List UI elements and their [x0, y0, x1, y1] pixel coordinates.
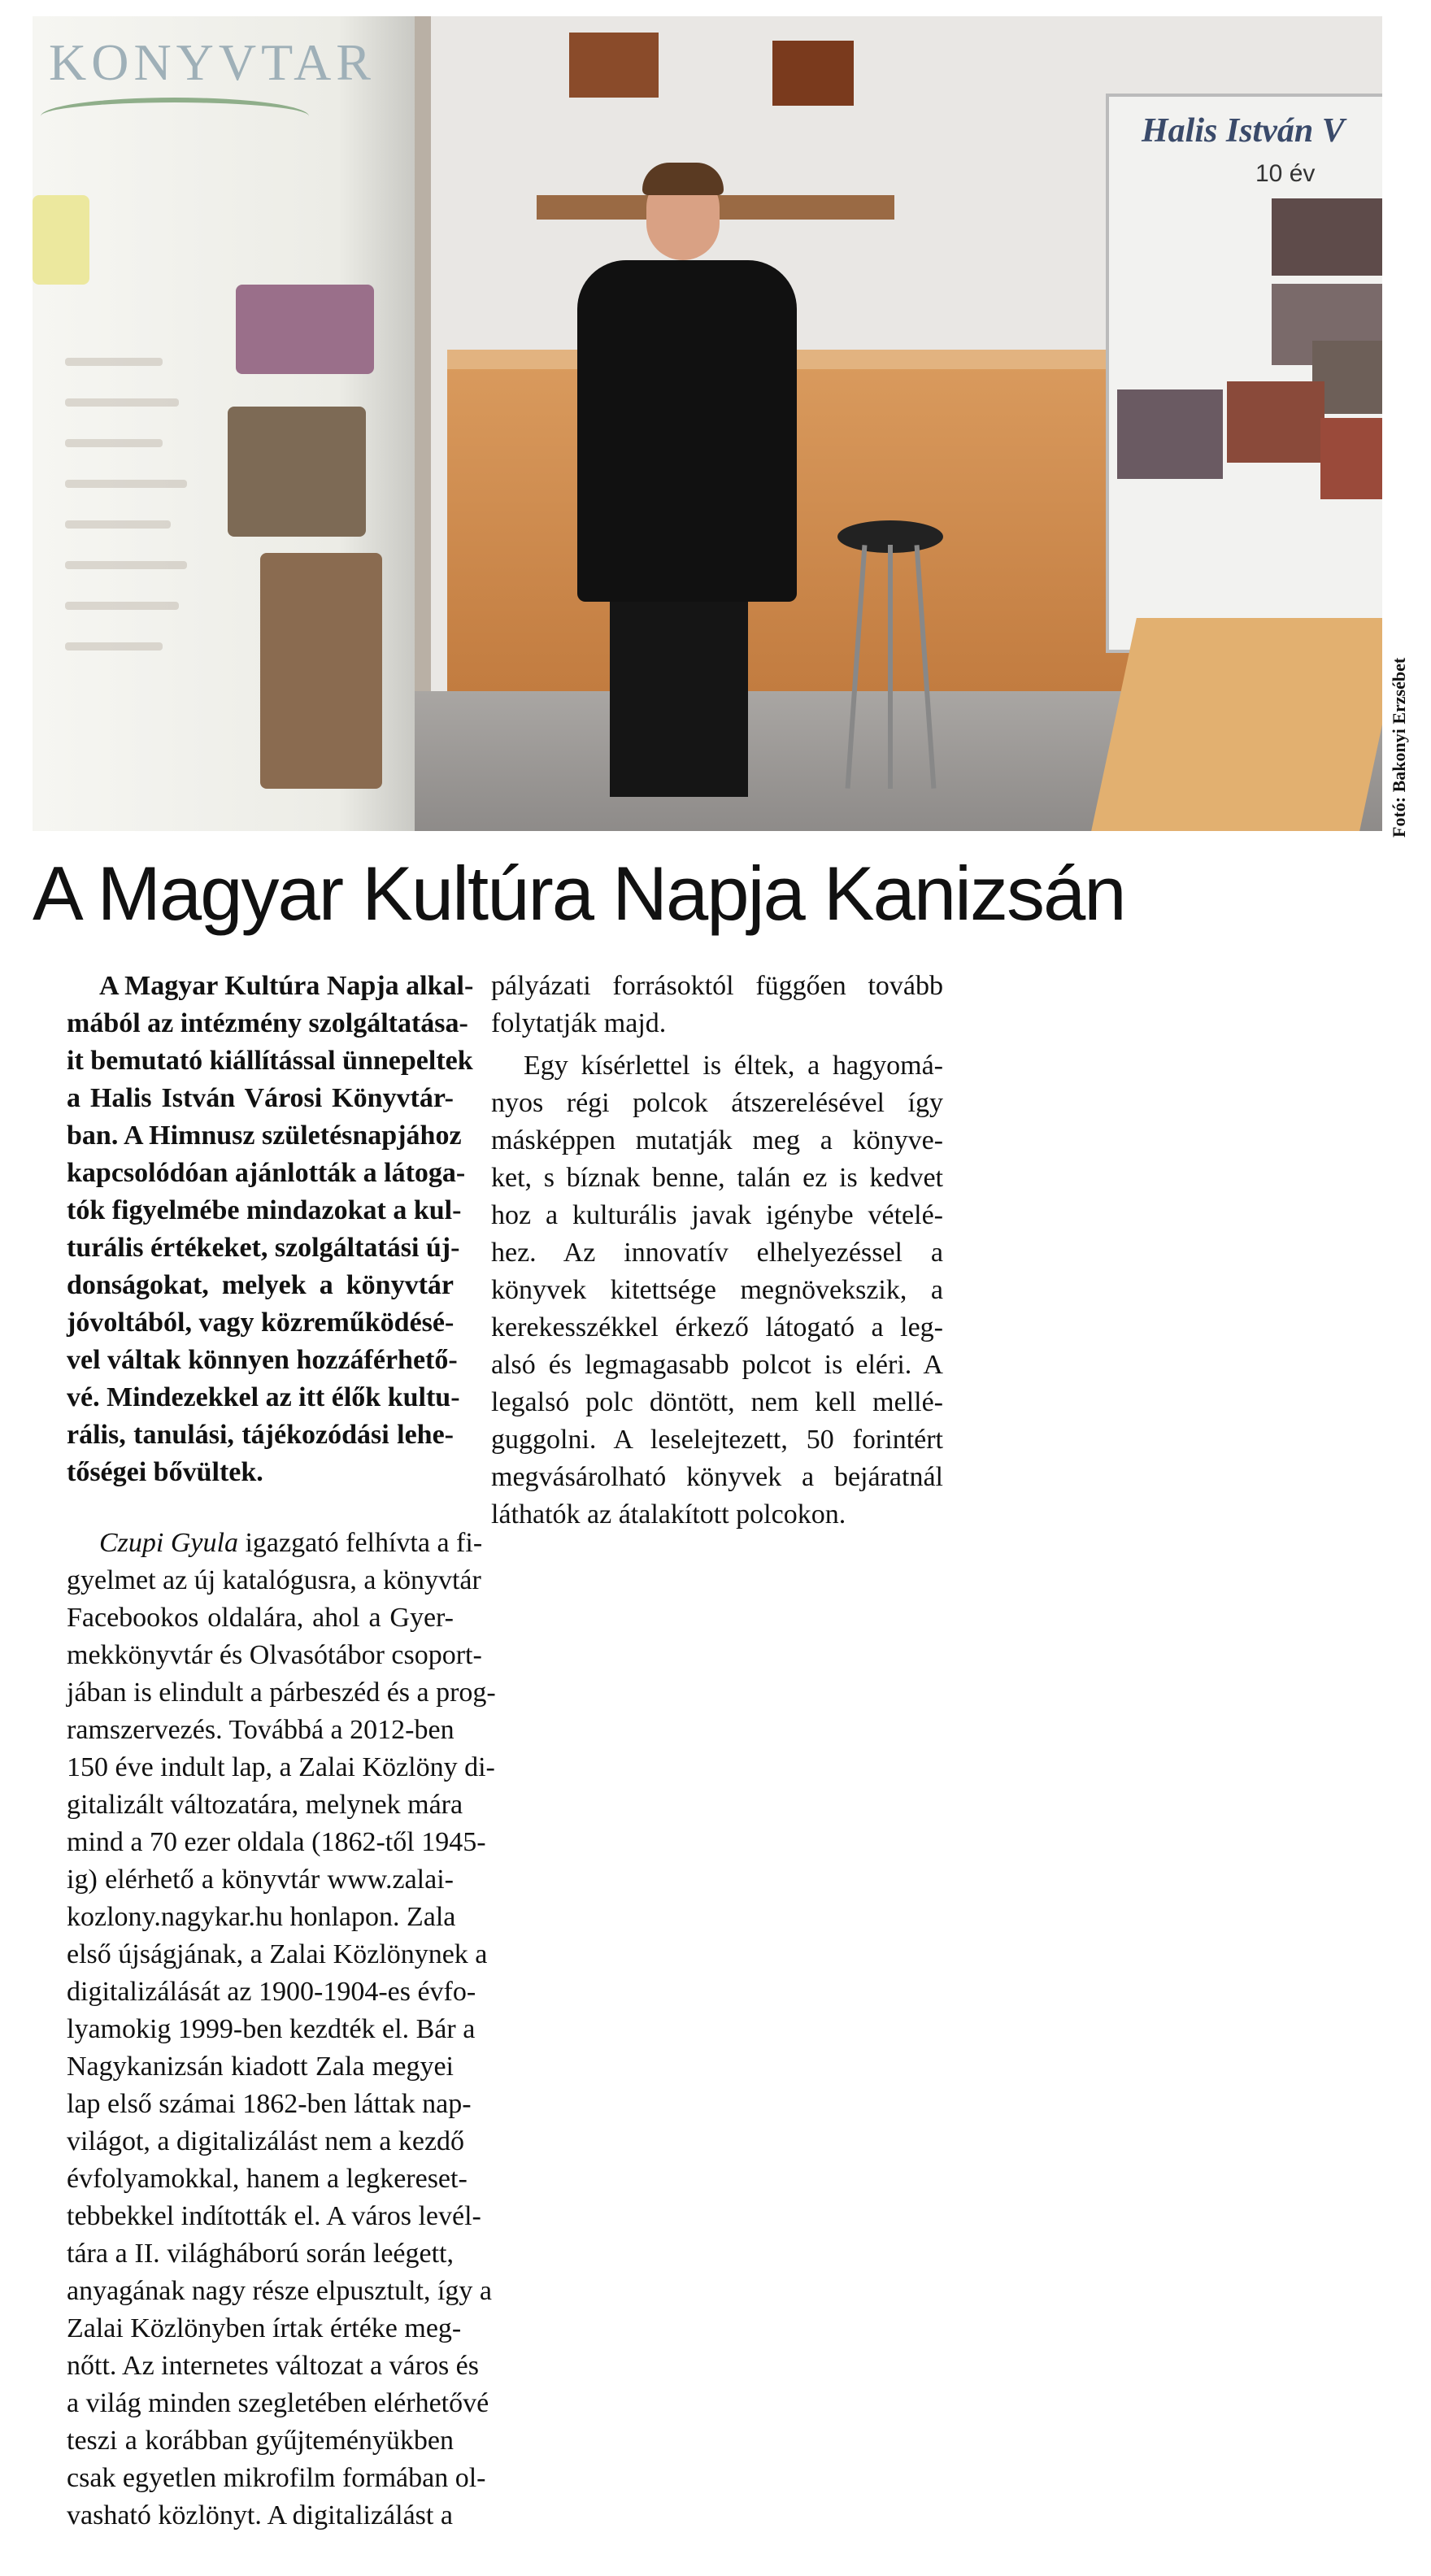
text-line: Nagykanizsán kiadott Zala megyei: [67, 2052, 454, 2082]
lead-paragraph: [67, 968, 474, 1491]
wall-picture: [569, 33, 659, 98]
article-photo: [33, 16, 1382, 831]
text-line: ban. A Himnusz születésnapjához: [67, 1120, 462, 1151]
text-line: tók figyelmébe mindazokat a kul-: [67, 1195, 462, 1225]
text-line: guggolni. A leselejtezett, 50 forintért: [491, 1425, 943, 1455]
text-line: Facebookos oldalára, ahol a Gyer-: [67, 1603, 454, 1633]
text-line: ramszervezés. Továbbá a 2012-ben: [67, 1715, 455, 1745]
text-line: ig) elérhető a könyvtár www.zalai-: [67, 1865, 454, 1895]
text-line: nyos régi polcok átszerelésével így: [491, 1088, 943, 1118]
text-line: évfolyamokkal, hanem a legkereset-: [67, 2164, 468, 2194]
logo-swoosh: [41, 98, 309, 135]
text-line: rális, tanulási, tájékozódási lehe-: [67, 1420, 454, 1450]
text-line: turális értékeket, szolgáltatási új-: [67, 1233, 460, 1263]
text-line: legalsó polc döntött, nem kell mellé-: [491, 1387, 943, 1417]
text-line: mekkönyvtár és Olvasótábor csoport-: [67, 1640, 482, 1670]
text-line: pályázati forrásoktól függően tovább: [491, 971, 943, 1001]
text-line: anyagának nagy része elpusztult, így a: [67, 2276, 493, 2306]
text-line: hoz a kulturális javak igénybe vételé-: [491, 1200, 943, 1230]
counter: [447, 366, 1203, 691]
text-line: jóvoltából, vagy közreműködésé-: [67, 1308, 455, 1338]
text-line: tőségei bővültek.: [67, 1457, 263, 1487]
text-line: A Magyar Kultúra Napja alkal-: [99, 971, 474, 1001]
text-line: első újságjának, a Zalai Közlönynek a: [67, 1939, 488, 1969]
text-line: a Halis István Városi Könyvtár-: [67, 1083, 454, 1113]
text-line: digitalizálását az 1900-1904-es évfo-: [67, 1977, 476, 2007]
text-line: 150 éve indult lap, a Zalai Közlöny di-: [67, 1752, 495, 1782]
text-line: kapcsolódóan ajánlották a látoga-: [67, 1158, 466, 1188]
text-line: ket, s bíznak benne, talán ez is kedvet: [491, 1163, 943, 1193]
text-line: vel váltak könnyen hozzáférhető-: [67, 1345, 458, 1375]
text-line: gitalizált változatára, melynek mára: [67, 1790, 463, 1820]
article-title: A Magyar Kultúra Napja Kanizsán: [33, 851, 1125, 936]
photo-credit: Fotó: Bakonyi Erzsébet: [1389, 657, 1409, 838]
text-line: könyvek kitettsége megnövekszik, a: [491, 1275, 943, 1305]
body-column-right: [491, 968, 943, 1534]
text-line: it bemutató kiállítással ünnepeltek: [67, 1046, 473, 1076]
text-line: Zalai Közlönyben írtak értéke meg-: [67, 2313, 462, 2343]
text-line: csak egyetlen mikrofilm formában ol-: [67, 2463, 486, 2493]
wall-picture: [772, 41, 854, 106]
text-line: lyamokig 1999-ben kezdték el. Bár a: [67, 2014, 476, 2044]
text-line: tára a II. világháború során leégett,: [67, 2239, 454, 2269]
text-line: láthatók az átalakított polcokon.: [491, 1499, 846, 1530]
exhibition-poster: Halis István V 10 év: [1106, 94, 1382, 653]
text-line: kerekesszékkel érkező látogató a leg-: [491, 1312, 943, 1342]
text-line: a világ minden szegletében elérhetővé: [67, 2388, 489, 2418]
photo-scene: [415, 16, 1382, 831]
text-line: megvásárolható könyvek a bejáratnál: [491, 1462, 943, 1492]
exhibition-banner: [33, 16, 415, 831]
body-column-left: [67, 1525, 496, 2535]
person-name: Czupi Gyula: [99, 1528, 238, 1558]
text-line: lap első számai 1862-ben láttak nap-: [67, 2089, 472, 2119]
text-line: vasható közlönyt. A digitalizálást a: [67, 2500, 453, 2530]
text-line: Egy kísérlettel is éltek, a hagyomá-: [524, 1051, 943, 1081]
text-line: másképpen mutatják meg a könyve-: [491, 1125, 943, 1155]
text-line: gyelmet az új katalógusra, a könyvtár: [67, 1565, 481, 1595]
body-line: Czupi Gyula igazgató felhívta a fi-: [99, 1528, 483, 1558]
wooden-desk: [1091, 618, 1382, 831]
text-line: alsó és legmagasabb polcot is eléri. A: [491, 1350, 943, 1380]
text-line: folytatják majd.: [491, 1008, 667, 1038]
text-line: jában is elindult a párbeszéd és a prog-: [67, 1677, 496, 1708]
text-line: világot, a digitalizálást nem a kezdő: [67, 2126, 465, 2156]
text-line: kozlony.nagykar.hu honlapon. Zala: [67, 1902, 456, 1932]
library-logo: KONYVTAR: [49, 33, 376, 91]
speaker: [577, 260, 797, 602]
text-line: mind a 70 ezer oldala (1862-től 1945-: [67, 1827, 486, 1857]
text-line: vé. Mindezekkel az itt élők kultu-: [67, 1382, 460, 1412]
text-line: tebbekkel indították el. A város levél-: [67, 2201, 481, 2231]
text-line: mából az intézmény szolgáltatása-: [67, 1008, 468, 1038]
text-line: hez. Az innovatív elhelyezéssel a: [491, 1238, 943, 1268]
text-line: teszi a korábban gyűjteményükben: [67, 2426, 454, 2456]
text-line: donságokat, melyek a könyvtár: [67, 1270, 454, 1300]
text-line: nőtt. Az internetes változat a város és: [67, 2351, 479, 2381]
